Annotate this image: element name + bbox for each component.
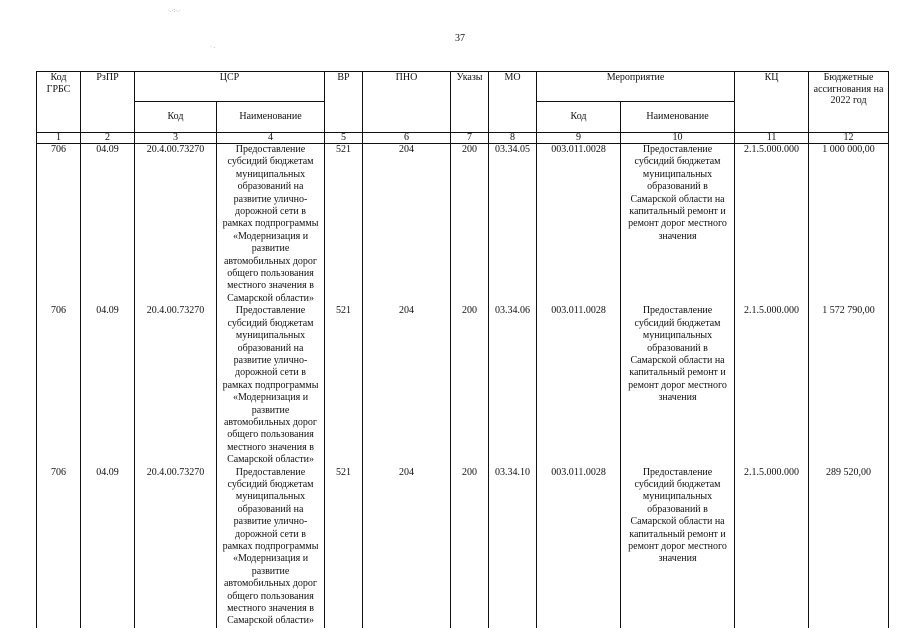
cell-csr-name: Предоставление субсидий бюджетам муниципальных образований на развитие улично-дорожной сети в рамках подпрограммы «Модернизация и развитие автомобильных дорог общего пользования местного значения в Самарской области»: [217, 467, 325, 628]
cell-pno: 204: [363, 305, 451, 466]
cell-mer-kod: 003.011.0028: [537, 144, 621, 306]
table-header: [37, 72, 889, 144]
table-row: [37, 305, 889, 466]
header-pno: ПНО: [363, 72, 451, 133]
scan-speck: ·.·:·.·: [168, 8, 181, 14]
column-number: 9: [537, 133, 621, 144]
header-mer-kod: Код: [537, 102, 621, 133]
cell-grbs: 706: [37, 305, 81, 466]
header-csr-name: Наименование: [217, 102, 325, 133]
budget-table: [36, 71, 889, 628]
header-csr-kod: Код: [135, 102, 217, 133]
cell-rzpr: 04.09: [81, 144, 135, 306]
cell-ukazy: 200: [451, 467, 489, 628]
cell-csr-kod: 20.4.00.73270: [135, 144, 217, 306]
cell-mo: 03.34.06: [489, 305, 537, 466]
cell-pno: 204: [363, 467, 451, 628]
header-rzpr: РзПР: [81, 72, 135, 133]
header-vr: ВР: [325, 72, 363, 133]
cell-amount: 289 520,00: [809, 467, 889, 628]
column-number: 2: [81, 133, 135, 144]
column-number: 7: [451, 133, 489, 144]
column-number: 5: [325, 133, 363, 144]
cell-mo: 03.34.10: [489, 467, 537, 628]
cell-mer-kod: 003.011.0028: [537, 467, 621, 628]
table-body: [37, 144, 889, 628]
header-ukazy: Указы: [451, 72, 489, 133]
header-kod-grbs: Код ГРБС: [37, 72, 81, 133]
header-csr: ЦСР: [135, 72, 325, 102]
header-mo: МО: [489, 72, 537, 133]
header-budget: Бюджетные ассигнования на 2022 год: [809, 72, 889, 133]
cell-vr: 521: [325, 467, 363, 628]
cell-vr: 521: [325, 144, 363, 306]
column-number: 6: [363, 133, 451, 144]
column-number: 11: [735, 133, 809, 144]
cell-grbs: 706: [37, 144, 81, 306]
scan-speck: · .: [210, 44, 215, 50]
header-mer-name: Наименование: [621, 102, 735, 133]
header-kc: КЦ: [735, 72, 809, 133]
column-number: 1: [37, 133, 81, 144]
cell-vr: 521: [325, 305, 363, 466]
cell-kc: 2.1.5.000.000: [735, 467, 809, 628]
table-row: [37, 467, 889, 628]
cell-ukazy: 200: [451, 305, 489, 466]
cell-kc: 2.1.5.000.000: [735, 305, 809, 466]
cell-rzpr: 04.09: [81, 305, 135, 466]
cell-csr-name: Предоставление субсидий бюджетам муниципальных образований на развитие улично-дорожной сети в рамках подпрограммы «Модернизация и развитие автомобильных дорог общего пользования местного значения в Самарской области»: [217, 144, 325, 306]
cell-amount: 1 000 000,00: [809, 144, 889, 306]
cell-pno: 204: [363, 144, 451, 306]
cell-csr-kod: 20.4.00.73270: [135, 305, 217, 466]
cell-csr-name: Предоставление субсидий бюджетам муниципальных образований на развитие улично-дорожной сети в рамках подпрограммы «Модернизация и развитие автомобильных дорог общего пользования местного значения в Самарской области»: [217, 305, 325, 466]
column-number: 12: [809, 133, 889, 144]
page-number: 37: [455, 33, 465, 44]
column-number: 3: [135, 133, 217, 144]
cell-mer-kod: 003.011.0028: [537, 305, 621, 466]
column-number: 8: [489, 133, 537, 144]
cell-mo: 03.34.05: [489, 144, 537, 306]
cell-amount: 1 572 790,00: [809, 305, 889, 466]
cell-mer-name: Предоставление субсидий бюджетам муниципальных образований в Самарской области на капитальный ремонт и ремонт дорог местного значения: [621, 144, 735, 306]
cell-kc: 2.1.5.000.000: [735, 144, 809, 306]
cell-grbs: 706: [37, 467, 81, 628]
cell-mer-name: Предоставление субсидий бюджетам муниципальных образований в Самарской области на капитальный ремонт и ремонт дорог местного значения: [621, 467, 735, 628]
cell-rzpr: 04.09: [81, 467, 135, 628]
cell-mer-name: Предоставление субсидий бюджетам муниципальных образований в Самарской области на капитальный ремонт и ремонт дорог местного значения: [621, 305, 735, 466]
cell-csr-kod: 20.4.00.73270: [135, 467, 217, 628]
header-meropriyatie: Мероприятие: [537, 72, 735, 102]
cell-ukazy: 200: [451, 144, 489, 306]
column-number: 10: [621, 133, 735, 144]
column-number: 4: [217, 133, 325, 144]
table-row: [37, 144, 889, 306]
